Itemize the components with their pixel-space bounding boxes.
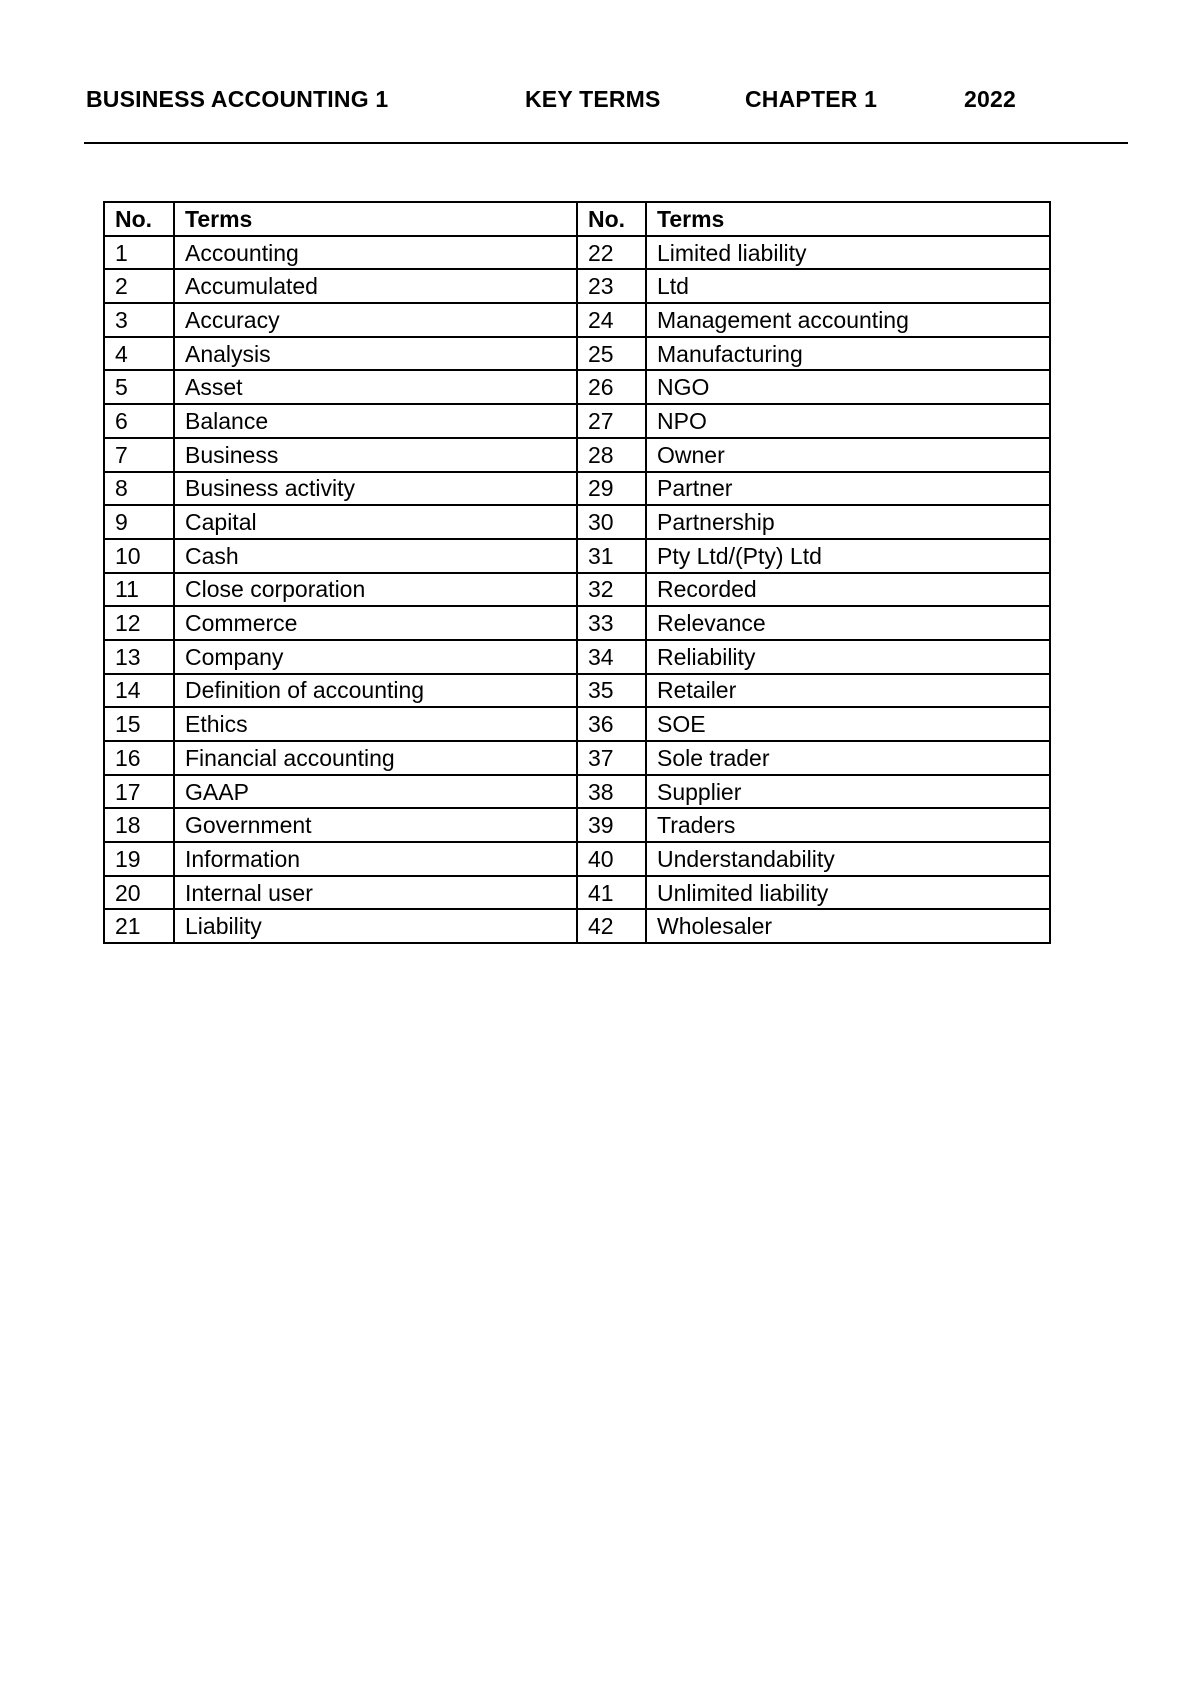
term-number-left: 4 xyxy=(104,337,174,371)
term-name-right: Management accounting xyxy=(646,303,1050,337)
term-name-right: Sole trader xyxy=(646,741,1050,775)
term-name-left: Accounting xyxy=(174,236,577,270)
term-name-left: Information xyxy=(174,842,577,876)
table-row xyxy=(104,404,1050,438)
term-name-right: Limited liability xyxy=(646,236,1050,270)
table-row xyxy=(104,505,1050,539)
term-number-left: 14 xyxy=(104,674,174,708)
term-number-left: 8 xyxy=(104,472,174,506)
term-number-left: 13 xyxy=(104,640,174,674)
term-number-right: 35 xyxy=(577,674,646,708)
term-name-right: Partner xyxy=(646,472,1050,506)
term-name-left: Capital xyxy=(174,505,577,539)
term-number-right: 27 xyxy=(577,404,646,438)
term-number-right: 30 xyxy=(577,505,646,539)
term-number-right: 37 xyxy=(577,741,646,775)
term-name-left: Accuracy xyxy=(174,303,577,337)
term-number-right: 32 xyxy=(577,573,646,607)
term-number-right: 42 xyxy=(577,909,646,943)
term-name-left: Business activity xyxy=(174,472,577,506)
term-name-right: Partnership xyxy=(646,505,1050,539)
term-number-left: 21 xyxy=(104,909,174,943)
table-row xyxy=(104,674,1050,708)
term-number-left: 18 xyxy=(104,808,174,842)
term-number-right: 34 xyxy=(577,640,646,674)
key-terms-table xyxy=(103,201,1051,944)
table-row xyxy=(104,909,1050,943)
term-name-left: Asset xyxy=(174,370,577,404)
table-row xyxy=(104,472,1050,506)
term-name-left: Internal user xyxy=(174,876,577,910)
term-number-right: 40 xyxy=(577,842,646,876)
table-row xyxy=(104,573,1050,607)
term-name-right: Pty Ltd/(Pty) Ltd xyxy=(646,539,1050,573)
term-number-right: 22 xyxy=(577,236,646,270)
term-name-left: Ethics xyxy=(174,707,577,741)
table-row xyxy=(104,876,1050,910)
term-number-left: 20 xyxy=(104,876,174,910)
term-number-left: 19 xyxy=(104,842,174,876)
term-number-left: 10 xyxy=(104,539,174,573)
term-number-right: 26 xyxy=(577,370,646,404)
table-row xyxy=(104,775,1050,809)
term-number-left: 5 xyxy=(104,370,174,404)
term-name-left: GAAP xyxy=(174,775,577,809)
table-header-row xyxy=(104,202,1050,236)
column-header-terms-right: Terms xyxy=(646,202,1050,236)
term-name-left: Business xyxy=(174,438,577,472)
term-name-right: Ltd xyxy=(646,269,1050,303)
term-name-right: Supplier xyxy=(646,775,1050,809)
term-name-left: Liability xyxy=(174,909,577,943)
page-header xyxy=(86,86,1126,116)
term-name-right: Reliability xyxy=(646,640,1050,674)
table-row xyxy=(104,741,1050,775)
term-name-right: Traders xyxy=(646,808,1050,842)
table-row xyxy=(104,539,1050,573)
term-number-left: 17 xyxy=(104,775,174,809)
column-header-number-left: No. xyxy=(104,202,174,236)
table-row xyxy=(104,606,1050,640)
term-name-left: Commerce xyxy=(174,606,577,640)
term-name-right: Understandability xyxy=(646,842,1050,876)
term-name-left: Analysis xyxy=(174,337,577,371)
term-number-right: 28 xyxy=(577,438,646,472)
chapter-label: CHAPTER 1 xyxy=(745,86,878,112)
term-number-right: 39 xyxy=(577,808,646,842)
term-number-left: 15 xyxy=(104,707,174,741)
header-divider xyxy=(84,142,1128,144)
term-number-left: 11 xyxy=(104,573,174,607)
term-name-left: Definition of accounting xyxy=(174,674,577,708)
table-row xyxy=(104,640,1050,674)
course-title: BUSINESS ACCOUNTING 1 xyxy=(86,86,389,112)
term-name-right: Relevance xyxy=(646,606,1050,640)
term-name-right: Unlimited liability xyxy=(646,876,1050,910)
term-number-right: 38 xyxy=(577,775,646,809)
term-number-right: 33 xyxy=(577,606,646,640)
term-name-right: NGO xyxy=(646,370,1050,404)
term-name-left: Financial accounting xyxy=(174,741,577,775)
term-number-right: 31 xyxy=(577,539,646,573)
term-name-right: Recorded xyxy=(646,573,1050,607)
table-row xyxy=(104,370,1050,404)
term-number-left: 12 xyxy=(104,606,174,640)
term-number-left: 2 xyxy=(104,269,174,303)
year-label: 2022 xyxy=(964,86,1016,112)
term-number-left: 6 xyxy=(104,404,174,438)
term-name-right: Owner xyxy=(646,438,1050,472)
term-number-left: 1 xyxy=(104,236,174,270)
table-row xyxy=(104,303,1050,337)
term-number-left: 16 xyxy=(104,741,174,775)
term-name-left: Balance xyxy=(174,404,577,438)
term-number-right: 36 xyxy=(577,707,646,741)
term-number-left: 7 xyxy=(104,438,174,472)
table-row xyxy=(104,236,1050,270)
term-number-right: 41 xyxy=(577,876,646,910)
term-number-left: 3 xyxy=(104,303,174,337)
table-row xyxy=(104,438,1050,472)
term-name-left: Government xyxy=(174,808,577,842)
term-name-right: Retailer xyxy=(646,674,1050,708)
term-name-left: Close corporation xyxy=(174,573,577,607)
term-name-right: Wholesaler xyxy=(646,909,1050,943)
term-name-left: Accumulated xyxy=(174,269,577,303)
term-name-left: Cash xyxy=(174,539,577,573)
column-header-number-right: No. xyxy=(577,202,646,236)
table-body xyxy=(104,236,1050,943)
term-name-left: Company xyxy=(174,640,577,674)
term-number-right: 24 xyxy=(577,303,646,337)
term-name-right: NPO xyxy=(646,404,1050,438)
table-row xyxy=(104,337,1050,371)
term-name-right: Manufacturing xyxy=(646,337,1050,371)
document-title: KEY TERMS xyxy=(525,86,661,112)
term-name-right: SOE xyxy=(646,707,1050,741)
column-header-terms-left: Terms xyxy=(174,202,577,236)
table-row xyxy=(104,808,1050,842)
table-row xyxy=(104,842,1050,876)
term-number-right: 23 xyxy=(577,269,646,303)
term-number-left: 9 xyxy=(104,505,174,539)
table-row xyxy=(104,707,1050,741)
term-number-right: 25 xyxy=(577,337,646,371)
table-row xyxy=(104,269,1050,303)
term-number-right: 29 xyxy=(577,472,646,506)
